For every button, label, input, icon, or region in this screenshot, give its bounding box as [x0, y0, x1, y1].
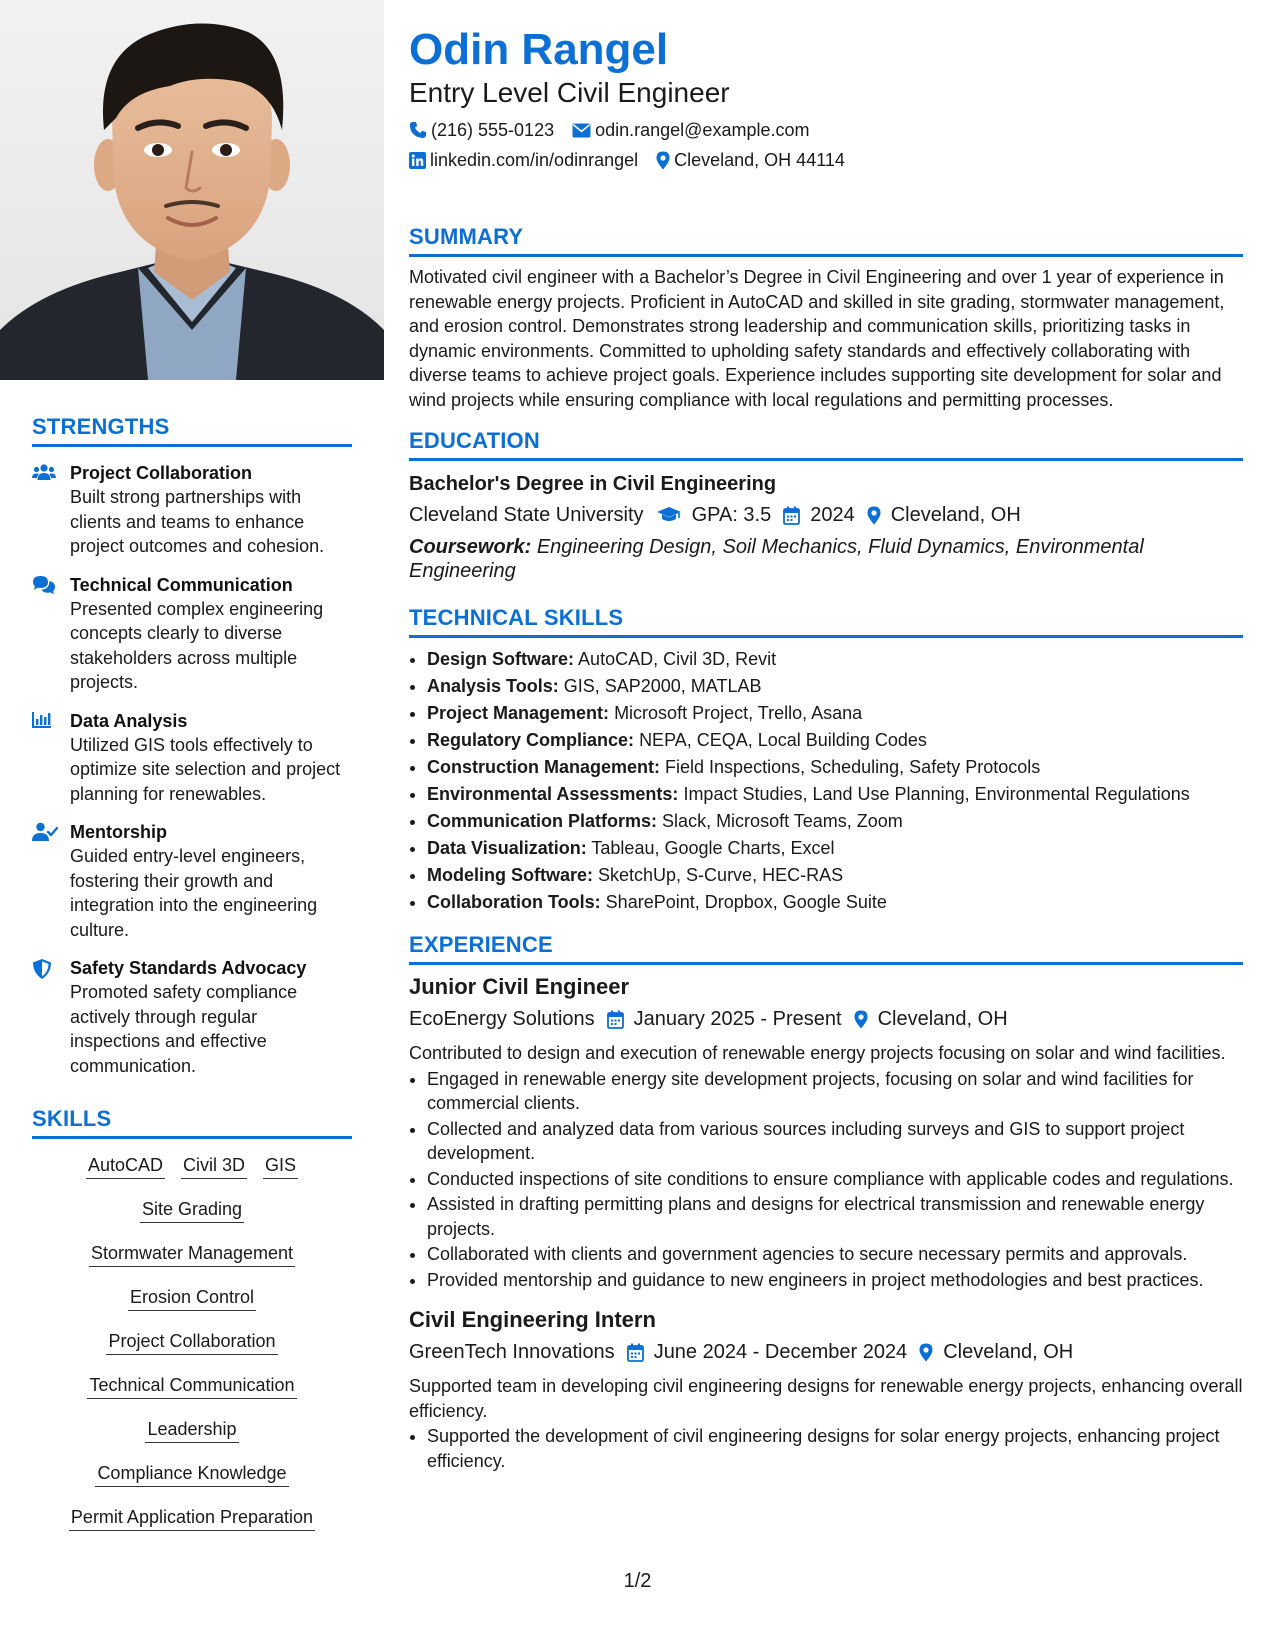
education-section — [409, 428, 1243, 583]
candidate-title: Entry Level Civil Engineer — [409, 77, 730, 108]
strength-item — [32, 709, 352, 807]
list-item — [427, 754, 1243, 781]
skill-category: Design Software: — [427, 649, 575, 669]
comments-icon — [32, 573, 70, 695]
email-text[interactable]: odin.rangel@example.com — [595, 120, 810, 140]
job-description: Supported team in developing civil engineering designs for renewable energy projects, enhancing overall efficiency. — [409, 1376, 1243, 1421]
strength-title: Data Analysis — [70, 710, 188, 731]
list-item — [427, 889, 1243, 916]
job-entry — [409, 973, 1243, 1292]
job-dates: June 2024 - December 2024 — [653, 1341, 908, 1363]
summary-heading: SUMMARY — [409, 224, 1243, 257]
list-item: • Engaged in renewable energy site development projects, focusing on solar and wind facilities for commercial clients. — [427, 1067, 1243, 1116]
skill-tag: Compliance Knowledge — [95, 1461, 288, 1487]
summary-section — [409, 224, 1243, 412]
skill-values: NEPA, CEQA, Local Building Codes — [639, 730, 927, 750]
email-contact[interactable] — [572, 118, 809, 142]
skill-values: GIS, SAP2000, MATLAB — [563, 676, 762, 696]
skill-category: Collaboration Tools: — [427, 892, 601, 912]
location-text: Cleveland, OH 44114 — [674, 150, 845, 170]
graduation-year: 2024 — [810, 504, 855, 526]
skill-category: Construction Management: — [427, 757, 661, 777]
skills-section — [32, 1106, 352, 1531]
list-item — [427, 727, 1243, 754]
skill-tag: Stormwater Management — [89, 1241, 295, 1267]
chart-bar-icon — [32, 709, 70, 807]
strength-title: Safety Standards Advocacy — [70, 958, 307, 978]
list-item: • Provided mentorship and guidance to new engineers in project methodologies and best practices. — [427, 1268, 1243, 1293]
strength-text: Presented complex engineering concepts clearly to diverse stakeholders across multiple projects. — [70, 598, 324, 692]
list-item: • Collected and analyzed data from various sources including surveys and GIS to support project development. — [427, 1117, 1243, 1166]
education-heading: EDUCATION — [409, 428, 1243, 461]
skill-tag: Civil 3D — [181, 1153, 247, 1179]
skill-category: Project Management: — [427, 703, 610, 723]
job-location: Cleveland, OH — [943, 1341, 1074, 1363]
user-check-icon — [32, 820, 70, 942]
school: Cleveland State University — [409, 504, 644, 526]
strength-title: Technical Communication — [70, 574, 293, 595]
map-pin-icon — [919, 1343, 933, 1362]
skill-tag: Permit Application Preparation — [69, 1505, 315, 1531]
location-contact — [656, 148, 845, 172]
skill-category: Data Visualization: — [427, 838, 587, 858]
list-item: • Assisted in drafting permitting plans and designs for electrical transmission and renewable energy projects. — [427, 1192, 1243, 1241]
job-location-item — [919, 1338, 1073, 1366]
education-location-item — [867, 501, 1021, 529]
strengths-section — [32, 414, 352, 1078]
strength-item — [32, 573, 352, 695]
skill-category: Environmental Assessments: — [427, 784, 679, 804]
skill-tag: Leadership — [145, 1417, 238, 1443]
calendar-icon — [627, 1343, 644, 1362]
skill-values: Tableau, Google Charts, Excel — [591, 838, 835, 858]
job-bullets — [409, 1424, 1243, 1473]
contact-row — [409, 118, 1243, 142]
skill-tag: AutoCAD — [86, 1153, 165, 1179]
skill-values: SketchUp, S-Curve, HEC-RAS — [598, 865, 844, 885]
education-location: Cleveland, OH — [890, 504, 1021, 526]
users-icon — [32, 461, 70, 559]
skill-category: Regulatory Compliance: — [427, 730, 635, 750]
job-meta — [409, 1338, 1243, 1366]
job-dates: January 2025 - Present — [633, 1008, 842, 1030]
skill-tag: GIS — [263, 1153, 298, 1179]
skill-values: AutoCAD, Civil 3D, Revit — [578, 649, 777, 669]
skill-values: Impact Studies, Land Use Planning, Environmental Regulations — [683, 784, 1190, 804]
dates-item — [627, 1338, 908, 1366]
gpa-item — [656, 501, 772, 529]
degree: Bachelor's Degree in Civil Engineering — [409, 473, 777, 495]
linkedin-contact[interactable] — [409, 148, 638, 172]
page-number — [0, 1570, 1275, 1593]
strengths-heading: STRENGTHS — [32, 414, 352, 447]
coursework-label: Coursework: — [409, 536, 532, 558]
company: GreenTech Innovations — [409, 1341, 615, 1363]
skill-values: Field Inspections, Scheduling, Safety Protocols — [665, 757, 1041, 777]
list-item: • Supported the development of civil engineering designs for solar energy projects, enhancing project efficiency. — [427, 1424, 1243, 1473]
linkedin-text[interactable]: linkedin.com/in/odinrangel — [430, 150, 639, 170]
left-column — [0, 0, 384, 1650]
list-item — [427, 835, 1243, 862]
coursework-text: Engineering Design, Soil Mechanics, Fluid Dynamics, Environmental Engineering — [409, 536, 1144, 582]
strength-item — [32, 820, 352, 942]
technical-skills-heading: TECHNICAL SKILLS — [409, 605, 1243, 638]
job-location-item — [854, 1005, 1008, 1033]
strength-text: Promoted safety compliance actively through regular inspections and effective communication. — [70, 982, 298, 1076]
list-item — [427, 808, 1243, 835]
skill-tag: Erosion Control — [128, 1285, 256, 1311]
phone-icon — [409, 121, 427, 139]
year-item — [783, 501, 855, 529]
job-meta — [409, 1005, 1243, 1033]
job-location: Cleveland, OH — [877, 1008, 1008, 1030]
right-column — [409, 24, 1243, 1474]
map-pin-icon — [656, 151, 670, 170]
strength-title: Project Collaboration — [70, 463, 253, 483]
gpa: GPA: 3.5 — [691, 504, 772, 526]
skill-tag: Technical Communication — [87, 1373, 296, 1399]
experience-heading: EXPERIENCE — [409, 932, 1243, 965]
technical-skills-list — [409, 646, 1243, 916]
profile-photo — [0, 0, 384, 380]
graduation-cap-icon — [656, 506, 682, 524]
portrait-illustration — [0, 0, 384, 380]
list-item — [427, 781, 1243, 808]
skill-list — [32, 1153, 352, 1531]
list-item: • Collaborated with clients and government agencies to secure necessary permits and approvals. — [427, 1242, 1243, 1267]
skill-category: Communication Platforms: — [427, 811, 658, 831]
list-item — [427, 646, 1243, 673]
shield-icon — [32, 956, 70, 1078]
phone-text: (216) 555-0123 — [431, 120, 555, 140]
page-number-text: 1/2 — [623, 1570, 652, 1592]
list-item — [427, 700, 1243, 727]
map-pin-icon — [854, 1010, 868, 1029]
education-meta — [409, 501, 1243, 529]
list-item — [427, 673, 1243, 700]
contact-row-2 — [409, 148, 1243, 172]
job-title: Civil Engineering Intern — [409, 1307, 656, 1332]
skill-values: SharePoint, Dropbox, Google Suite — [605, 892, 887, 912]
skill-tag: Site Grading — [140, 1197, 244, 1223]
job-bullets — [409, 1067, 1243, 1293]
map-pin-icon — [867, 506, 881, 525]
strength-text: Utilized GIS tools effectively to optimize site selection and project planning for renewables. — [70, 734, 341, 804]
job-title: Junior Civil Engineer — [409, 974, 630, 999]
job-description: Contributed to design and execution of renewable energy projects focusing on solar and wind facilities. — [409, 1043, 1226, 1063]
skill-tag: Project Collaboration — [106, 1329, 277, 1355]
strength-item — [32, 956, 352, 1078]
dates-item — [607, 1005, 842, 1033]
candidate-name: Odin Rangel — [409, 25, 669, 74]
coursework — [409, 535, 1243, 583]
skills-heading: SKILLS — [32, 1106, 352, 1139]
skill-values: Microsoft Project, Trello, Asana — [614, 703, 863, 723]
skill-values: Slack, Microsoft Teams, Zoom — [662, 811, 903, 831]
phone-contact — [409, 118, 554, 142]
strength-item — [32, 461, 352, 559]
company: EcoEnergy Solutions — [409, 1008, 595, 1030]
strength-title: Mentorship — [70, 822, 167, 842]
linkedin-icon — [409, 152, 426, 169]
envelope-icon — [572, 123, 591, 138]
technical-skills-section — [409, 605, 1243, 916]
calendar-icon — [783, 506, 800, 525]
skill-category: Modeling Software: — [427, 865, 593, 885]
list-item — [427, 862, 1243, 889]
skill-category: Analysis Tools: — [427, 676, 559, 696]
strength-text: Guided entry-level engineers, fostering their growth and integration into the engineering culture. — [70, 846, 318, 940]
summary-text: Motivated civil engineer with a Bachelor’s Degree in Civil Engineering and over 1 year of experience in renewable energy projects. Proficient in AutoCAD and skilled in site grading, stormwater management, and erosion control. Demonstrates strong leadership and communication skills, prioritizing tasks in dynamic environments. Committed to upholding safety standards and effectively collaborating with diverse teams to achieve project goals. Experience includes supporting site development for solar and wind projects while ensuring compliance with local regulations and permitting processes. — [409, 267, 1225, 410]
job-entry — [409, 1306, 1243, 1473]
strength-text: Built strong partnerships with clients and teams to enhance project outcomes and cohesion. — [70, 487, 325, 556]
experience-section — [409, 932, 1243, 1473]
calendar-icon — [607, 1010, 624, 1029]
list-item: • Conducted inspections of site conditions to ensure compliance with applicable codes and regulations. — [427, 1167, 1243, 1192]
